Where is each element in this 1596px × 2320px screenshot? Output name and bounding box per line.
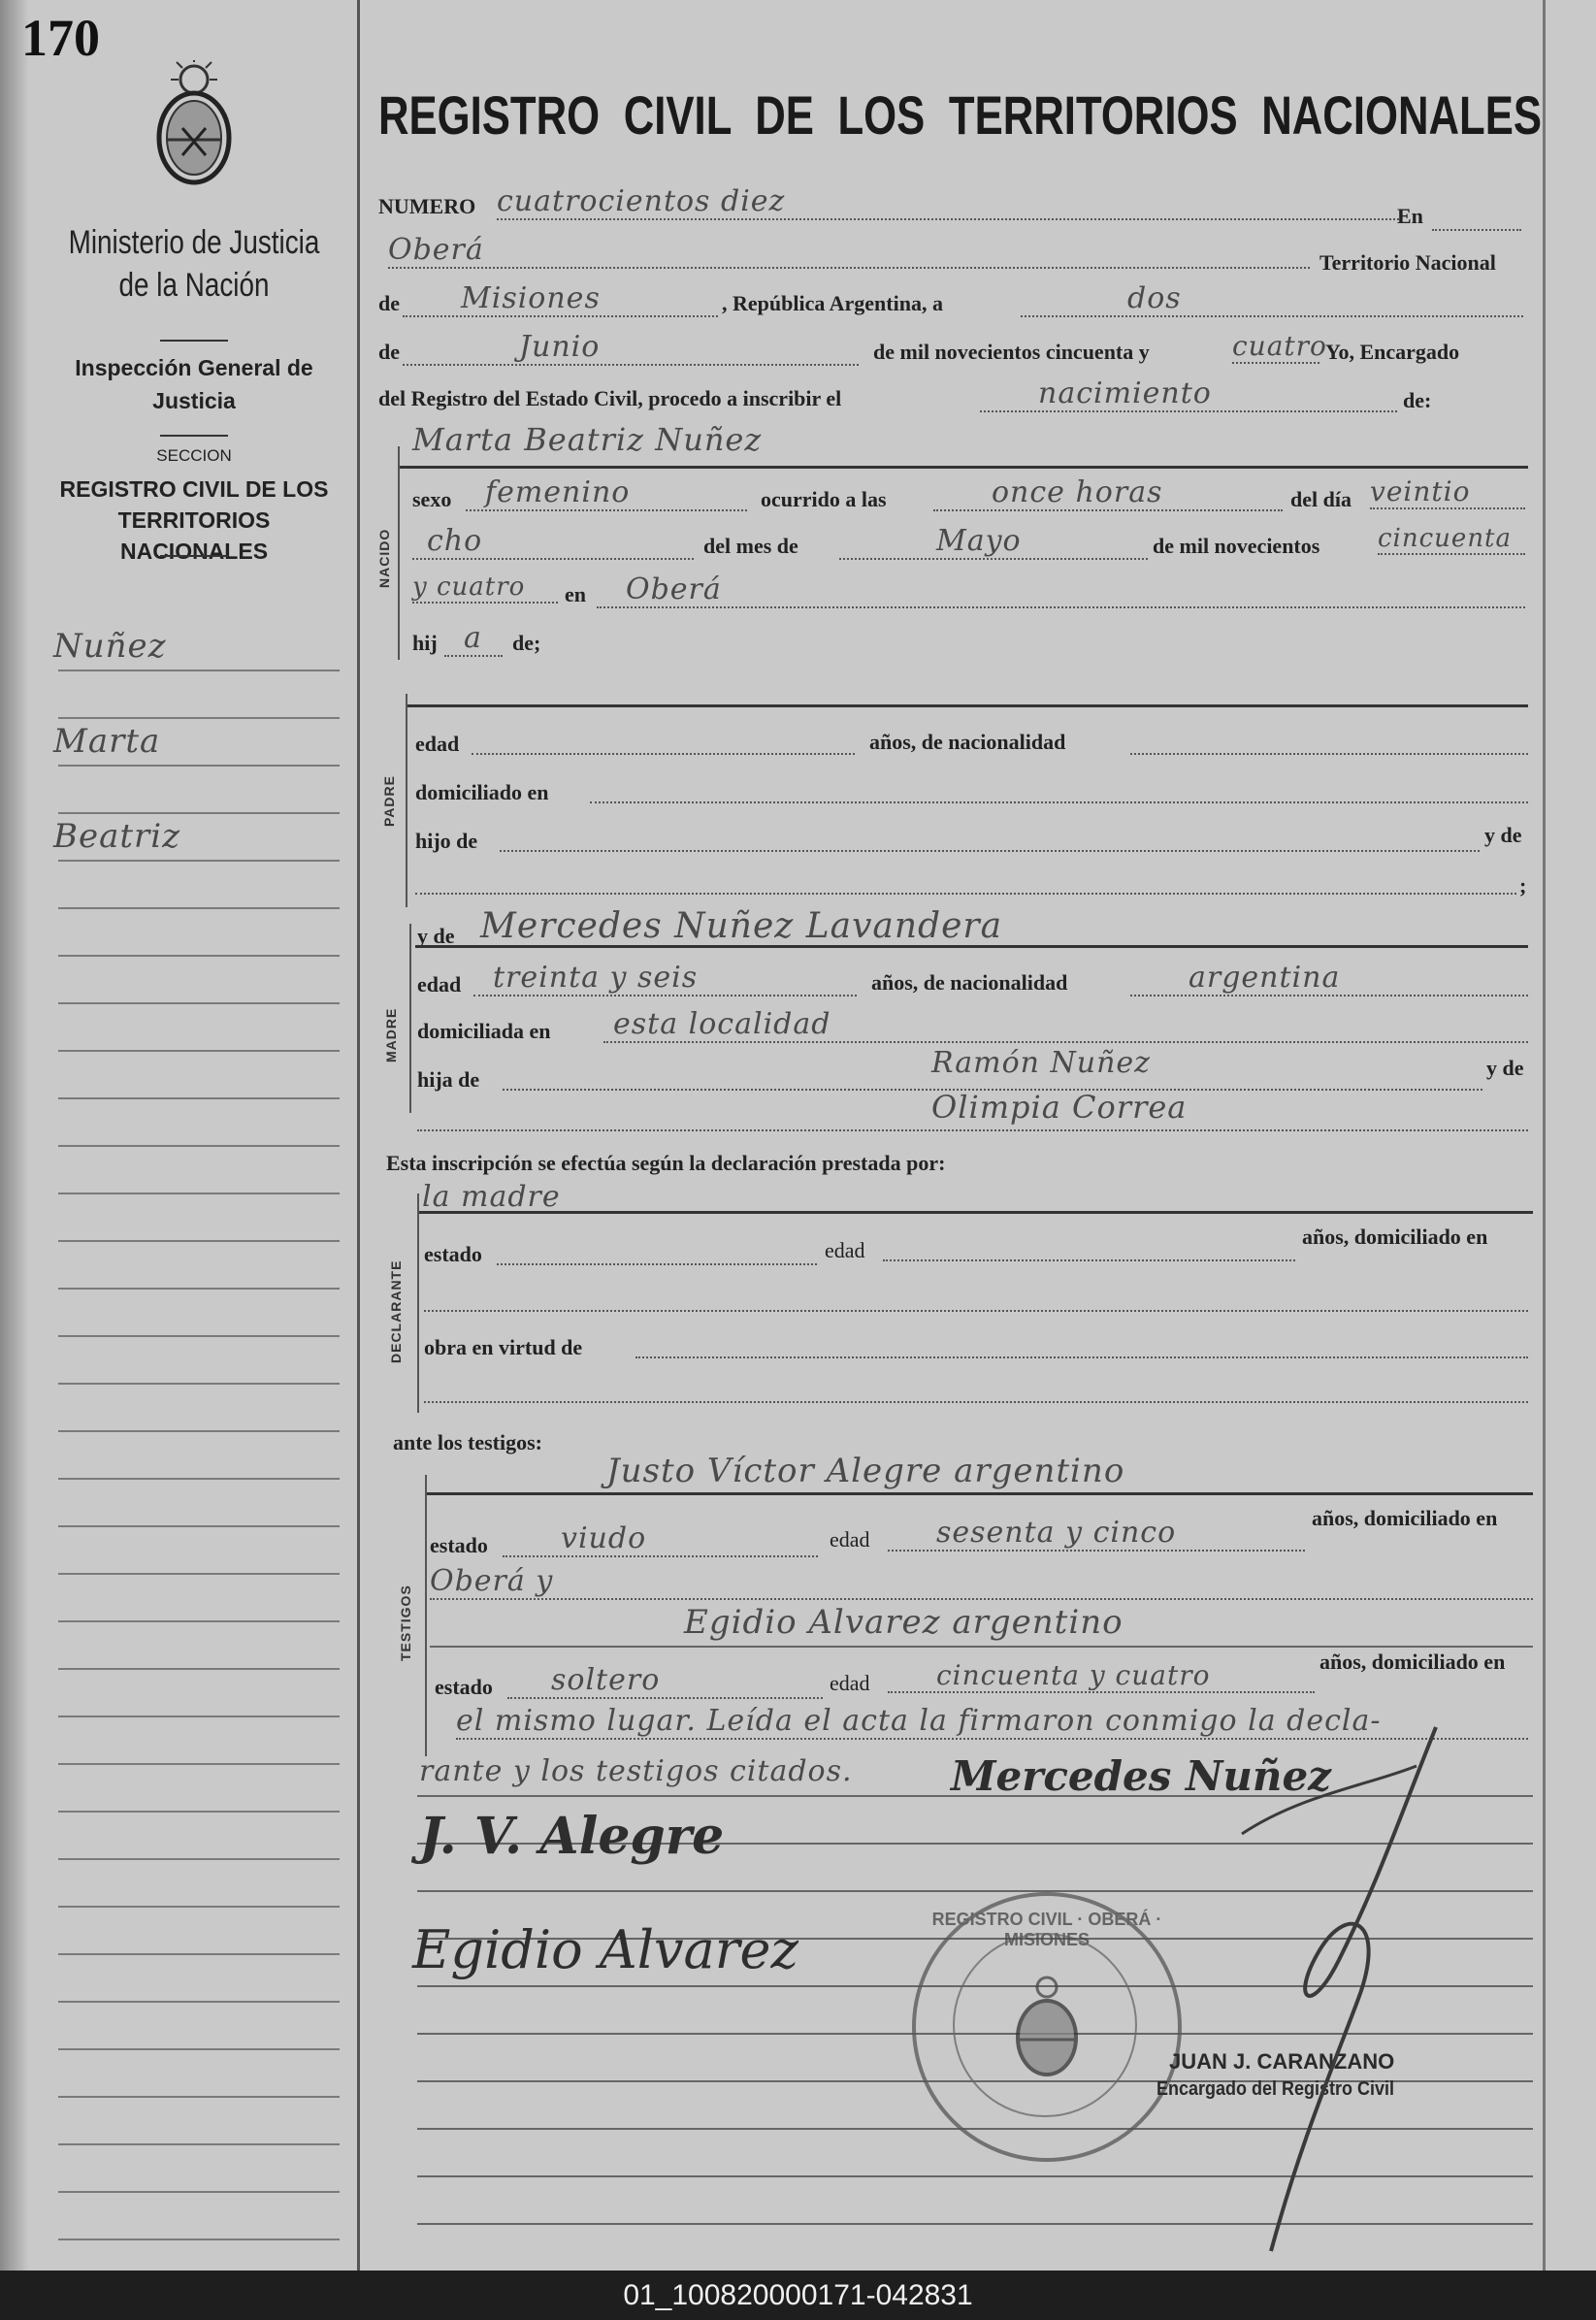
sidebar-rule-line [58,1858,340,1860]
testigo-1-estado-label: estado [430,1533,488,1557]
en-line [1432,229,1521,231]
binding-shadow [0,0,29,2271]
sidebar-rule-line [58,907,340,909]
en-label-nacido: en [565,582,586,606]
sidebar-rule-line [58,1525,340,1527]
sidebar-inspection: Inspección General de Justicia [75,355,313,413]
nacido-name-value: Marta Beatriz Nuñez [412,421,763,458]
sidebar-rule-line [58,1763,340,1765]
sidebar-rule-line [58,860,340,862]
padre-edad-line [472,753,855,755]
testigo-2-edad-value: cincuenta y cuatro [888,1659,1315,1693]
sidebar-rule-line [58,2048,340,2050]
place-value: Oberá [388,233,1310,269]
declarante-edad-label: edad [825,1238,865,1262]
madre-extra-line [417,1129,1528,1131]
right-margin-line [1543,0,1546,2271]
declarante-obra-label: obra en virtud de [424,1335,583,1359]
padre-anos-label: años, de nacionalidad [869,730,1066,754]
en-label: En [1397,204,1423,228]
madre-domicilio-value: esta localidad [603,1007,1528,1043]
day-value: dos [1021,281,1523,317]
closing-line-1: el mismo lugar. Leída el acta la firmaron conmigo la decla- [456,1704,1528,1740]
madre-edad-label: edad [417,972,462,997]
sidebar-rule-line [58,1383,340,1385]
sidebar-rule-2 [160,435,228,437]
dia-value-1: veintio [1370,475,1525,509]
nacido-bracket [398,446,400,660]
testigo-1-domicilio-value: Oberá y [430,1564,1533,1600]
sidebar-rule-line [58,1953,340,1955]
sidebar-rule-line [58,1193,340,1194]
sidebar-rule-line [58,1240,340,1242]
sidebar-surname: Nuñez [53,627,167,666]
declarante-anos-label: años, domiciliado en [1302,1225,1488,1249]
madre-y-de-label-2: y de [1486,1056,1524,1080]
padre-extra-line [415,893,1516,895]
signature-witness-1: J. V. Alegre [419,1807,725,1866]
testigo-2-estado-label: estado [435,1675,493,1699]
madre-side-label: MADRE [383,1007,399,1062]
month-value: Junio [403,330,859,366]
madre-name-value: Mercedes Nuñez Lavandera [480,906,1003,946]
act-type-value: nacimiento [980,376,1397,412]
padre-top-rule [407,704,1528,707]
sexo-value: femenino [466,475,747,511]
testigo-1-edad-value: sesenta y cinco [888,1516,1305,1552]
declarante-intro: Esta inscripción se efectúa según la declaración prestada por: [386,1151,946,1175]
lugar-value: Oberá [597,572,1525,608]
signature-witness-2: Egidio Alvarez [412,1919,798,1980]
sidebar-rule-line [58,1050,340,1052]
declarante-side-label: DECLARANTE [388,1259,404,1363]
sidebar-rule-line [58,1335,340,1337]
testigo-2-rule [430,1646,1533,1648]
encargado-text: Yo, Encargado [1325,340,1460,364]
anio-value-1: cincuenta [1378,524,1525,555]
sidebar-rule-line [58,1715,340,1717]
declarante-top-rule [419,1211,1533,1214]
padre-nacionalidad-line [1130,753,1528,755]
mes-value: Mayo [839,524,1148,560]
nacido-top-rule [398,466,1528,469]
ocurrido-label: ocurrido a las [761,487,887,511]
sidebar-rule-line [58,1573,340,1575]
padre-hijo-label: hijo de [415,829,478,853]
testigo-2-edad-label: edad [830,1671,870,1695]
republica-label: , República Argentina, a [722,291,943,315]
madre-y-de-label: y de [417,924,455,948]
signature-declarante: Mercedes Nuñez [951,1752,1332,1800]
padre-side-label: PADRE [381,775,397,827]
sidebar-rule [160,340,228,342]
padre-edad-label: edad [415,732,460,756]
madre-anos-label: años, de nacionalidad [871,970,1068,995]
padre-hijo-line [500,850,1480,852]
sidebar-rule-line [58,1097,340,1099]
stamp-name: JUAN J. CARANZANO [1169,2049,1395,2074]
sidebar-second-name: Beatriz [53,817,181,856]
testigo-2-name: Egidio Alvarez argentino [684,1603,1124,1642]
nacido-side-label: NACIDO [376,528,392,588]
sidebar-rule-line [58,2191,340,2193]
padre-domicilio-line [590,801,1528,803]
de-label-1: de [378,291,400,315]
column-divider [357,0,360,2271]
sidebar-rule-line [58,2001,340,2003]
coat-of-arms-icon [146,60,243,196]
closing-line-2: rante y los testigos citados. [419,1754,853,1788]
hij-de-label: de; [512,631,541,655]
padre-domiciliado-label: domiciliado en [415,780,549,804]
madre-top-rule [415,945,1528,948]
seal-ring-text: REGISTRO CIVIL · OBERÁ · MISIONES [931,1910,1162,1949]
sidebar-rule-line [58,2238,340,2240]
madre-nacionalidad-value: argentina [1130,961,1528,997]
declarante-estado-label: estado [424,1242,482,1266]
hij-label: hij [412,631,438,655]
madre-domiciliada-label: domiciliada en [417,1019,551,1043]
hora-value: once horas [933,475,1283,511]
stamp-role: Encargado del Registro Civil [1156,2078,1395,2100]
sidebar-rule-line [58,765,340,767]
registrar-signature-flourish [1145,1708,1455,2271]
anio-label: de mil novecientos [1153,534,1320,558]
sidebar-rule-line [58,1478,340,1480]
year-value: cuatro [1232,330,1327,362]
declarante-domicilio-line [424,1310,1528,1312]
official-seal [912,1892,1182,2162]
territorio-label: Territorio Nacional [1319,250,1496,275]
del-mes-label: del mes de [703,534,798,558]
declarante-bracket [417,1193,419,1413]
testigos-intro: ante los testigos: [393,1430,542,1454]
sidebar-rule-line [58,1811,340,1813]
registro-text: del Registro del Estado Civil, procedo a inscribir el [378,386,842,410]
declarante-value: la madre [422,1180,561,1214]
testigo-1-name: Justo Víctor Alegre argentino [606,1452,1125,1490]
madre-edad-value: treinta y seis [473,961,857,997]
sidebar-rule-line [58,2096,340,2098]
sidebar-rule-line [58,2143,340,2145]
seal-arms-icon [1008,1974,1086,2080]
testigos-side-label: TESTIGOS [398,1585,413,1661]
declarante-edad-line [883,1259,1295,1261]
madre-hija-label: hija de [417,1067,480,1092]
sidebar-section-name: REGISTRO CIVIL DE LOS TERRITORIOS NACIONALES [59,476,329,564]
sidebar-rule-line [58,717,340,719]
madre-bracket [409,924,411,1113]
testigo-1-anos-label: años, domiciliado en [1312,1506,1498,1530]
de-colon: de: [1403,388,1432,412]
sidebar-rule-line [58,1145,340,1147]
territory-value: Misiones [403,281,718,317]
hij-value: a [444,621,503,657]
footer-id: 01_100820000171-042831 [0,2271,1596,2320]
sidebar-rule-line [58,1288,340,1290]
padre-y-de-label: y de [1484,823,1522,847]
declarante-obra-line [635,1356,1528,1358]
testigos-bracket [425,1475,427,1756]
declarante-estado-line [497,1263,817,1265]
testigo-2-anos-label: años, domiciliado en [1319,1650,1506,1674]
declarante-extra-line [424,1401,1528,1403]
madre-padre-value: Ramón Nuñez [931,1046,1151,1080]
testigo-1-estado-value: viudo [503,1521,818,1557]
padre-semicolon: ; [1519,873,1527,898]
year-text: de mil novecientos cincuenta y [873,340,1150,364]
sidebar-rule-line [58,955,340,957]
padre-bracket [406,694,407,907]
testigo-2-estado-value: soltero [507,1663,823,1699]
testigos-top-rule [427,1492,1533,1495]
sidebar-rule-line [58,812,340,814]
testigo-1-edad-label: edad [830,1527,870,1552]
numero-label: NUMERO [378,194,476,218]
numero-value: cuatrocientos diez [497,184,1399,220]
sidebar-section-label: SECCION [156,446,232,465]
del-dia-label: del día [1290,487,1352,511]
sexo-label: sexo [412,487,452,511]
sidebar-rule-line [58,1430,340,1432]
sidebar-rule-line [58,1620,340,1622]
dia-value-2: cho [412,524,694,560]
sidebar-rule-line [58,1906,340,1908]
madre-madre-value: Olimpia Correa [931,1089,1188,1126]
sidebar-rule-line [58,1668,340,1670]
sidebar-first-name: Marta [53,722,161,761]
anio-value-2: y cuatro [412,572,558,604]
page-title: REGISTRO CIVIL DE LOS TERRITORIOS NACIONALES [378,84,1543,146]
de-label-2: de [378,340,400,364]
sidebar-rule-line [58,670,340,671]
page-number: 170 [21,9,100,67]
sidebar-ministry: Ministerio de Justicia de la Nación [68,224,320,304]
sidebar-rule-line [58,1002,340,1004]
sidebar-rule-3 [160,555,228,557]
